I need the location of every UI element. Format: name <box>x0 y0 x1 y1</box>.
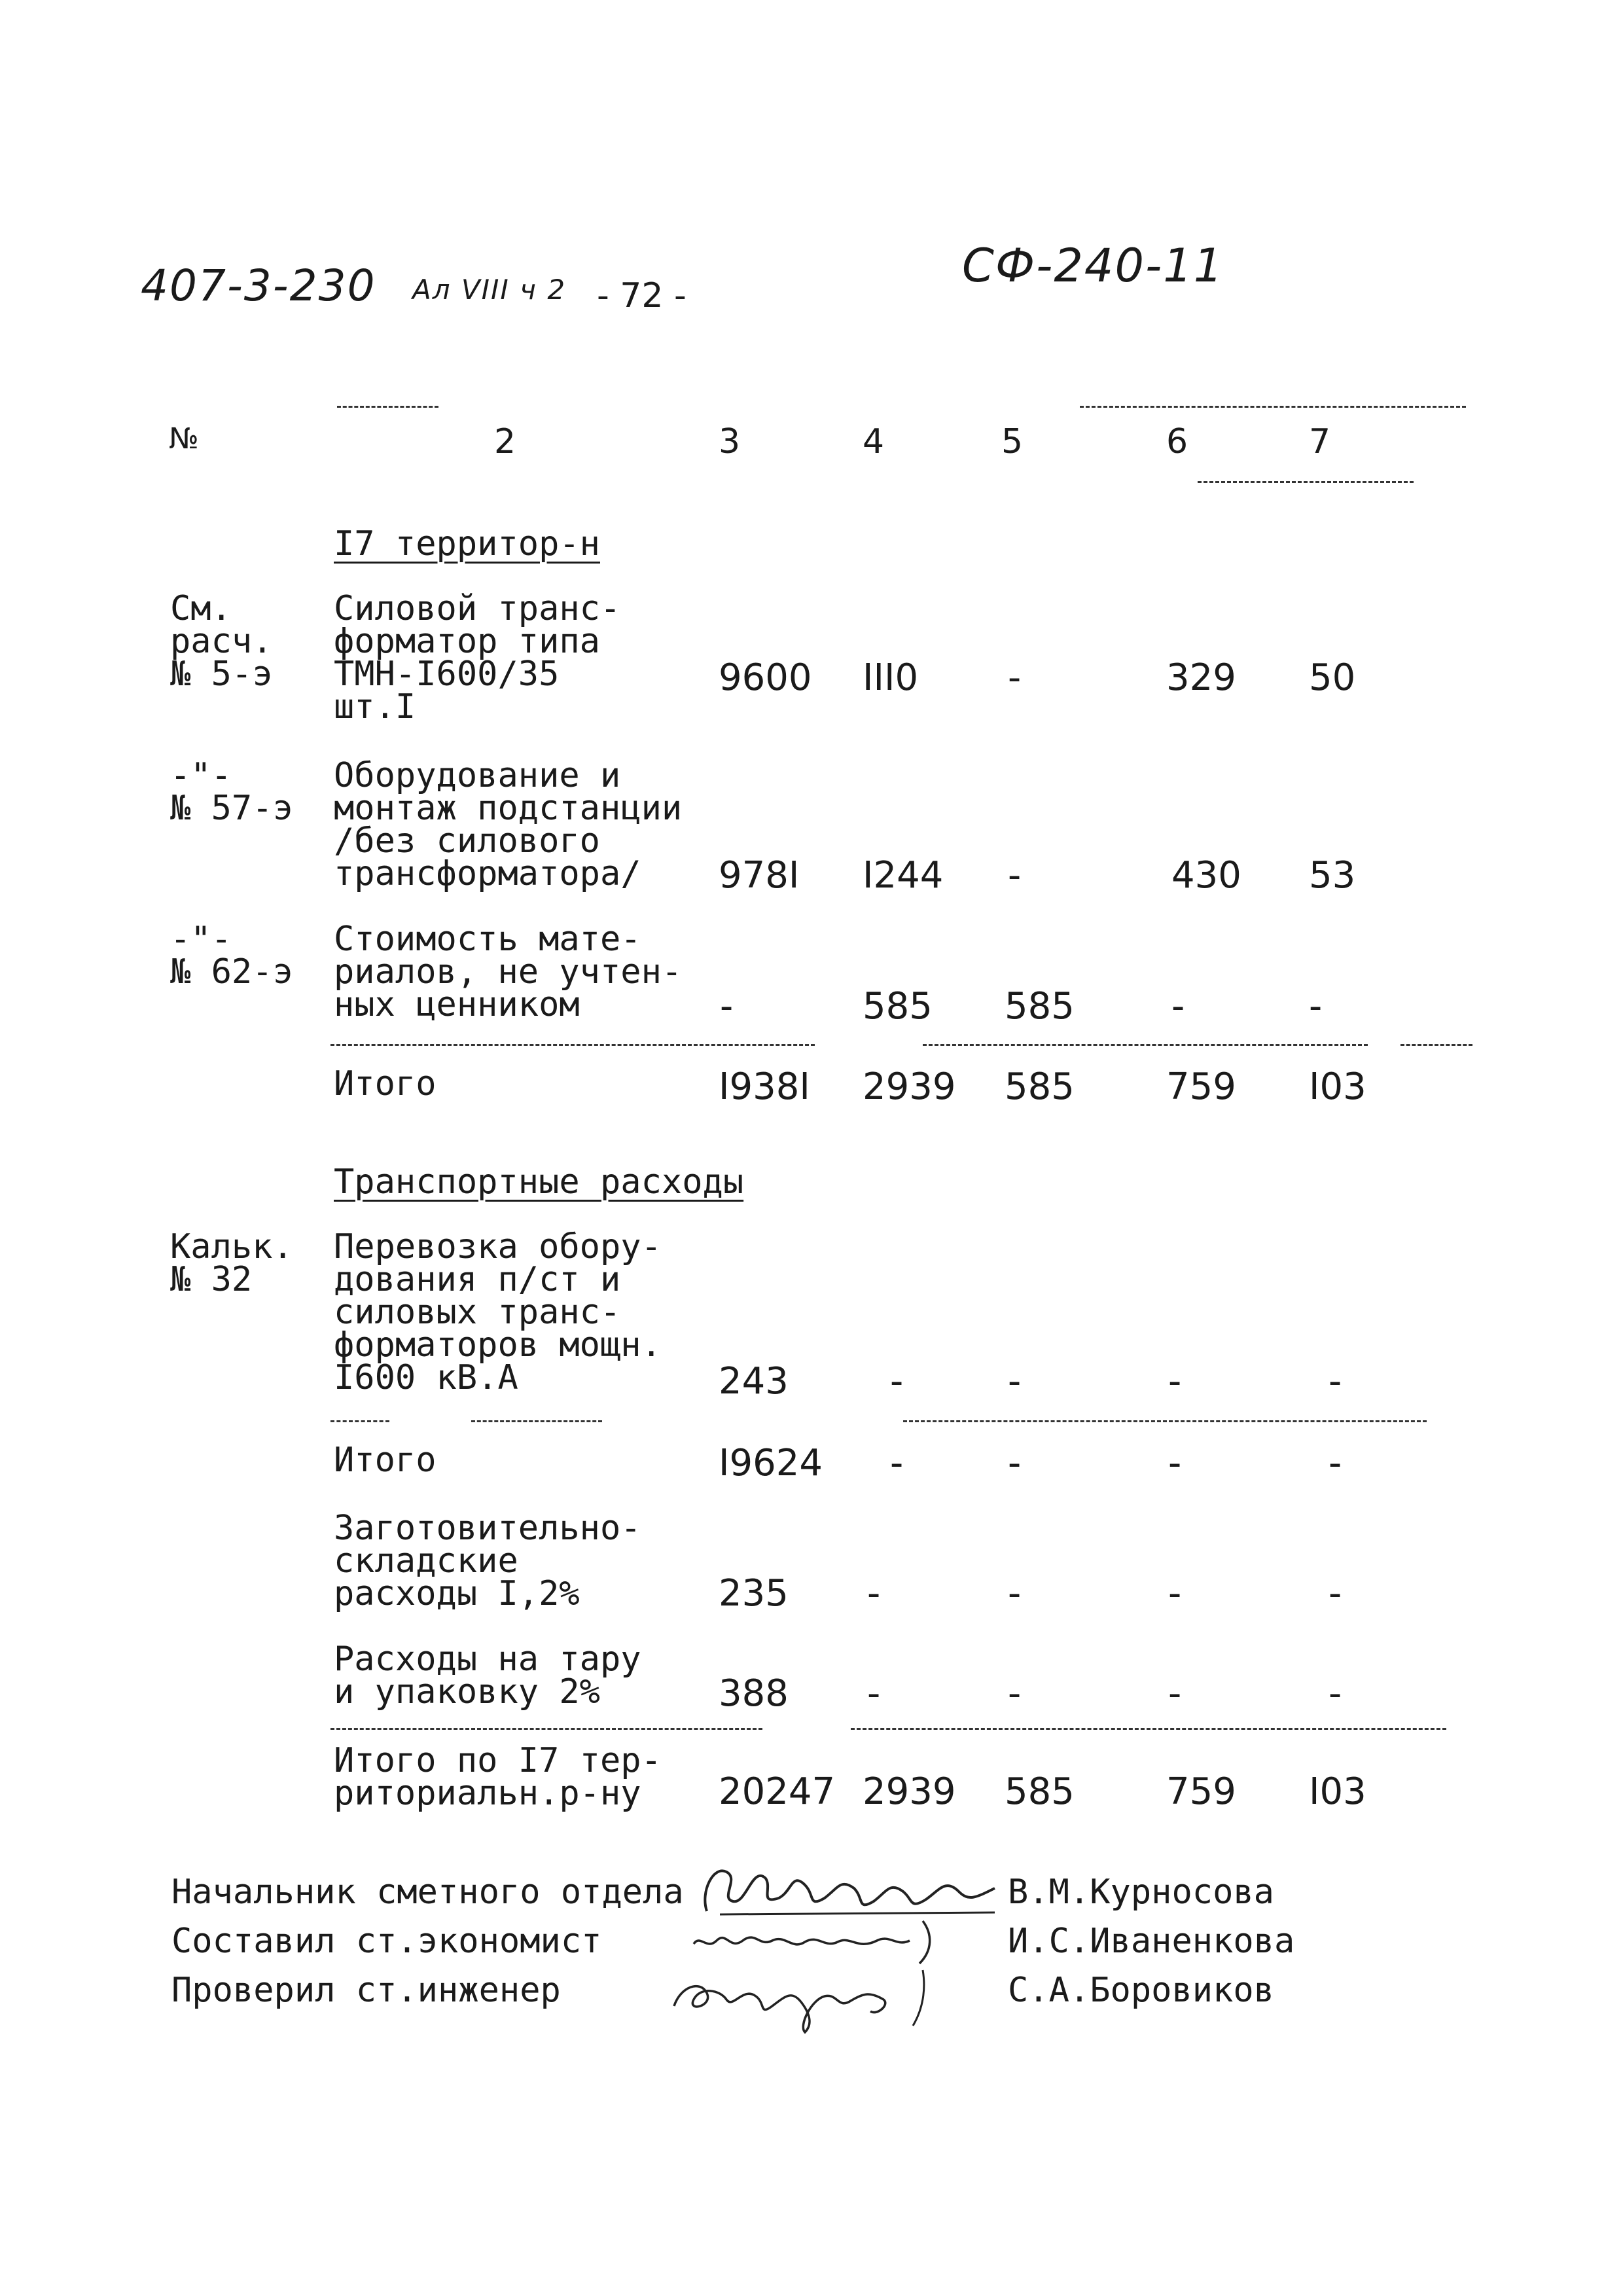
row-2-ref: -"- № 57-э <box>170 756 293 828</box>
row-1-c5: - <box>1008 656 1022 699</box>
row-4-c4: 2939 <box>863 1066 956 1108</box>
row-5-desc: Перевозка обору- дования п/ст и силовых транс- форматоров мощн. I600 кВ.А <box>334 1227 662 1397</box>
row-4-c7: I03 <box>1309 1066 1366 1108</box>
row-6-c6: - <box>1168 1442 1182 1484</box>
col-6-header: 6 <box>1166 422 1188 461</box>
row-8-c4: - <box>867 1672 881 1715</box>
row-6-c5: - <box>1008 1442 1022 1484</box>
row-4-c6: 759 <box>1166 1066 1236 1108</box>
section-title-territory: I7 территор-н <box>334 524 600 564</box>
row-7-c4: - <box>867 1572 881 1615</box>
row-8-c7: - <box>1329 1672 1342 1715</box>
col-2-header: 2 <box>494 422 516 461</box>
row-6-c3: I9624 <box>719 1442 823 1484</box>
row-4-c3: I938I <box>719 1066 810 1108</box>
row-4-desc: Итого <box>334 1064 437 1103</box>
col-1-header: № <box>169 422 199 456</box>
row-7-c7: - <box>1329 1572 1342 1615</box>
col-3-header: 3 <box>719 422 741 461</box>
row-9-c7: I03 <box>1309 1770 1366 1813</box>
row-3-ref: -"- № 62-э <box>170 920 293 992</box>
row-8-c3: 388 <box>719 1672 789 1715</box>
signature-role-2: Составил ст.экономист <box>171 1922 602 1961</box>
row-6-desc: Итого <box>334 1441 437 1480</box>
signature-name-2: И.С.Иваненкова <box>1008 1922 1295 1961</box>
handwritten-signature-2 <box>681 1914 955 1967</box>
row-8-c5: - <box>1008 1672 1022 1715</box>
row-5-c6: - <box>1168 1360 1182 1403</box>
row-4-c5: 585 <box>1005 1066 1075 1108</box>
row-1-c3: 9600 <box>719 656 812 699</box>
row-3-c7: - <box>1309 985 1323 1028</box>
row-5-c7: - <box>1329 1360 1342 1403</box>
row-9-c6: 759 <box>1166 1770 1236 1813</box>
handwritten-signature-3 <box>661 1960 936 2039</box>
row-2-c6: 430 <box>1171 854 1241 897</box>
row-3-c4: 585 <box>863 985 933 1028</box>
row-6-c7: - <box>1329 1442 1342 1484</box>
row-3-c3: - <box>720 985 734 1028</box>
row-7-desc: Заготовительно- складские расходы I,2% <box>334 1509 641 1613</box>
row-3-c5: 585 <box>1005 985 1075 1028</box>
section-title-transport: Транспортные расходы <box>334 1162 744 1202</box>
row-1-ref: См. расч. № 5-э <box>170 589 273 694</box>
row-7-c5: - <box>1008 1572 1022 1615</box>
row-1-c7: 50 <box>1309 656 1356 699</box>
col-5-header: 5 <box>1001 422 1024 461</box>
row-7-c3: 235 <box>719 1572 789 1615</box>
row-9-c4: 2939 <box>863 1770 956 1813</box>
signature-role-3: Проверил ст.инженер <box>171 1971 561 2010</box>
row-5-c4: - <box>890 1360 904 1403</box>
row-9-c5: 585 <box>1005 1770 1075 1813</box>
project-code: СФ-240-11 <box>962 239 1224 293</box>
row-7-c6: - <box>1168 1572 1182 1615</box>
row-3-c6: - <box>1171 985 1185 1028</box>
row-2-c4: I244 <box>863 854 944 897</box>
row-2-c5: - <box>1008 854 1022 897</box>
row-5-ref: Кальк. № 32 <box>170 1227 293 1299</box>
row-9-c3: 20247 <box>719 1770 836 1813</box>
row-1-desc: Силовой транс- форматор типа ТМН-I600/35 шт.I <box>334 589 621 726</box>
album-number: Ал VIII ч 2 <box>412 274 567 306</box>
col-7-header: 7 <box>1309 422 1331 461</box>
handwritten-signature-1 <box>694 1852 1008 1924</box>
row-2-desc: Оборудование и монтаж подстанции /без силового трансформатора/ <box>334 756 683 893</box>
row-3-desc: Стоимость мате- риалов, не учтен- ных ценником <box>334 920 683 1024</box>
signature-name-1: В.М.Курносова <box>1008 1873 1274 1912</box>
row-9-desc: Итого по I7 тер- риториальн.р-ну <box>334 1741 662 1813</box>
col-4-header: 4 <box>863 422 885 461</box>
row-1-c4: III0 <box>863 656 919 699</box>
row-2-c7: 53 <box>1309 854 1356 897</box>
page-number: - 72 - <box>597 276 687 315</box>
signature-role-1: Начальник сметного отдела <box>171 1873 684 1912</box>
row-6-c4: - <box>890 1442 904 1484</box>
document-number: 407-3-230 <box>141 260 376 311</box>
signature-name-3: С.А.Боровиков <box>1008 1971 1274 2010</box>
row-5-c3: 243 <box>719 1360 789 1403</box>
row-8-c6: - <box>1168 1672 1182 1715</box>
row-1-c6: 329 <box>1166 656 1236 699</box>
row-2-c3: 978I <box>719 854 800 897</box>
row-5-c5: - <box>1008 1360 1022 1403</box>
row-8-desc: Расходы на тару и упаковку 2% <box>334 1640 641 1712</box>
